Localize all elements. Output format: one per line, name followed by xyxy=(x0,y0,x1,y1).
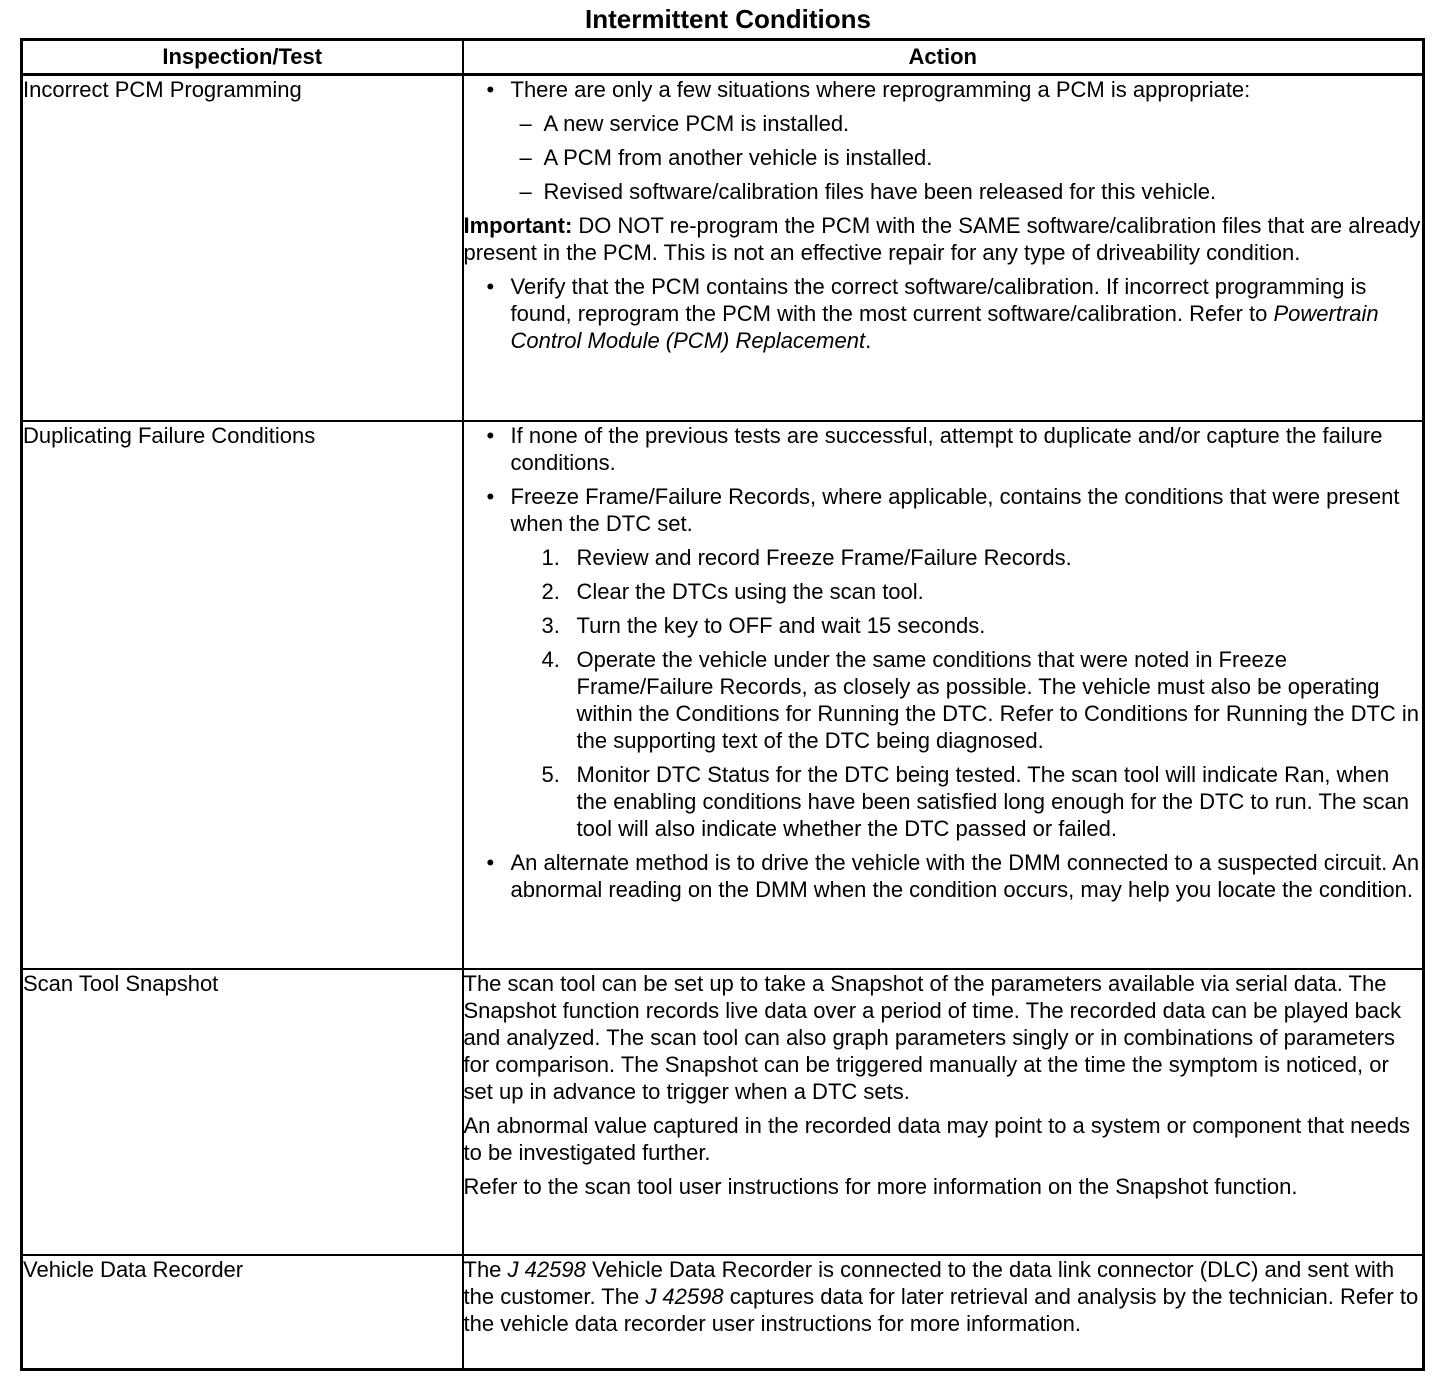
conditions-table xyxy=(20,38,1425,1371)
step-number: 2. xyxy=(541,578,560,604)
dash-icon: – xyxy=(519,111,532,136)
dash-text: A PCM from another vehicle is installed. xyxy=(543,145,933,170)
numbered-step xyxy=(464,761,1423,842)
paragraph: The scan tool can be set up to take a Snapshot of the parameters available via serial data. The Snapshot function records live data over a period of time. The recorded data can be played back and analyzed. The scan tool can also graph parameters singly or in combinations of parameters for comparison. The Snapshot can be triggered manually at the time the symptom is noticed, or set up in advance to trigger when a DTC sets. xyxy=(463,970,1402,1104)
text: The xyxy=(463,1256,508,1282)
table-row xyxy=(22,75,1424,421)
row-label-dup: Duplicating Failure Conditions xyxy=(22,421,463,969)
step-number: 4. xyxy=(541,646,560,672)
header-inspection-test: Inspection/Test xyxy=(22,40,463,75)
dash-item xyxy=(464,110,1423,137)
paragraph xyxy=(464,1256,1423,1337)
dash-icon: – xyxy=(519,179,532,204)
tool-number: J 42598 xyxy=(645,1283,724,1309)
bullet-text: An alternate method is to drive the vehicle with the DMM connected to a suspected circuit. An abnormal reading on the DMM when the condition occurs, may help you locate the condition. xyxy=(510,849,1420,902)
important-text: DO NOT re-program the PCM with the SAME software/calibration files that are already present in the PCM. This is not an effective repair for any type of driveability condition. xyxy=(463,213,1421,265)
numbered-step xyxy=(464,578,1423,605)
step-text: Clear the DTCs using the scan tool. xyxy=(576,578,924,604)
bullet-text: Verify that the PCM contains the correct software/calibration. If incorrect programming is found, reprogram the PCM with the most current software/calibration. Refer to xyxy=(510,274,1367,326)
row-action-snapshot xyxy=(463,969,1424,1255)
text: Vehicle Data Recorder is connected to the data link connector (DLC) and sent with the customer. The xyxy=(463,1256,1395,1309)
step-number: 1. xyxy=(541,544,560,570)
dash-icon: – xyxy=(519,145,532,170)
bullet-text: Freeze Frame/Failure Records, where applicable, contains the conditions that were present when the DTC set. xyxy=(510,483,1400,536)
header-action: Action xyxy=(463,40,1424,75)
dash-item xyxy=(464,178,1423,205)
bullet-text: There are only a few situations where reprogramming a PCM is appropriate: xyxy=(510,77,1251,102)
important-note xyxy=(464,212,1423,266)
table-header-row xyxy=(22,40,1424,75)
bullet-icon: • xyxy=(486,422,495,448)
numbered-step xyxy=(464,544,1423,571)
step-text: Review and record Freeze Frame/Failure Records. xyxy=(576,544,1072,570)
row-action-pcm xyxy=(463,75,1424,421)
step-text: Monitor DTC Status for the DTC being tested. The scan tool will indicate Ran, when the enabling conditions have been satisfied long enough for the DTC to run. The scan tool will also indicate whether the DTC passed or failed. xyxy=(576,761,1409,841)
row-action-vdr xyxy=(463,1255,1424,1370)
tool-number: J 42598 xyxy=(507,1256,586,1282)
numbered-step xyxy=(464,612,1423,639)
dash-item xyxy=(464,144,1423,171)
bullet-item xyxy=(464,483,1423,537)
bullet-item xyxy=(464,849,1423,903)
bullet-icon: • xyxy=(486,849,495,875)
cross-reference: Powertrain Control Module (PCM) Replacement xyxy=(510,301,1379,353)
paragraph: Refer to the scan tool user instructions for more information on the Snapshot function. xyxy=(463,1173,1298,1199)
table-row xyxy=(22,421,1424,969)
text: captures data for later retrieval and analysis by the technician. Refer to the vehicle data recorder user instructions for more information. xyxy=(463,1283,1419,1336)
row-label-vdr: Vehicle Data Recorder xyxy=(22,1255,463,1370)
step-number: 5. xyxy=(541,761,560,787)
important-label: Important: xyxy=(463,213,573,238)
bullet-icon: • xyxy=(486,274,495,299)
dash-text: A new service PCM is installed. xyxy=(543,111,850,136)
row-label-pcm: Incorrect PCM Programming xyxy=(22,75,463,421)
bullet-item xyxy=(464,273,1423,354)
step-number: 3. xyxy=(541,612,560,638)
bullet-icon: • xyxy=(486,77,495,102)
step-text: Operate the vehicle under the same conditions that were noted in Freeze Frame/Failure Records, as closely as possible. The vehicle must also be operating within the Conditions for Running the DTC. Refer to Conditions for Running the DTC in the supporting text of the DTC being diagnosed. xyxy=(576,646,1420,753)
table-row xyxy=(22,969,1424,1255)
bullet-end: . xyxy=(865,328,872,353)
bullet-item xyxy=(464,422,1423,476)
row-action-dup xyxy=(463,421,1424,969)
numbered-step xyxy=(464,646,1423,754)
row-label-snapshot: Scan Tool Snapshot xyxy=(22,969,463,1255)
bullet-icon: • xyxy=(486,483,495,509)
dash-text: Revised software/calibration files have been released for this vehicle. xyxy=(543,179,1217,204)
paragraph: An abnormal value captured in the recorded data may point to a system or component that needs to be investigated further. xyxy=(463,1112,1411,1165)
step-text: Turn the key to OFF and wait 15 seconds. xyxy=(576,612,986,638)
table-row xyxy=(22,1255,1424,1370)
bullet-text: If none of the previous tests are successful, attempt to duplicate and/or capture the failure conditions. xyxy=(510,422,1383,475)
bullet-item xyxy=(464,76,1423,103)
page-title: Intermittent Conditions xyxy=(585,4,871,34)
